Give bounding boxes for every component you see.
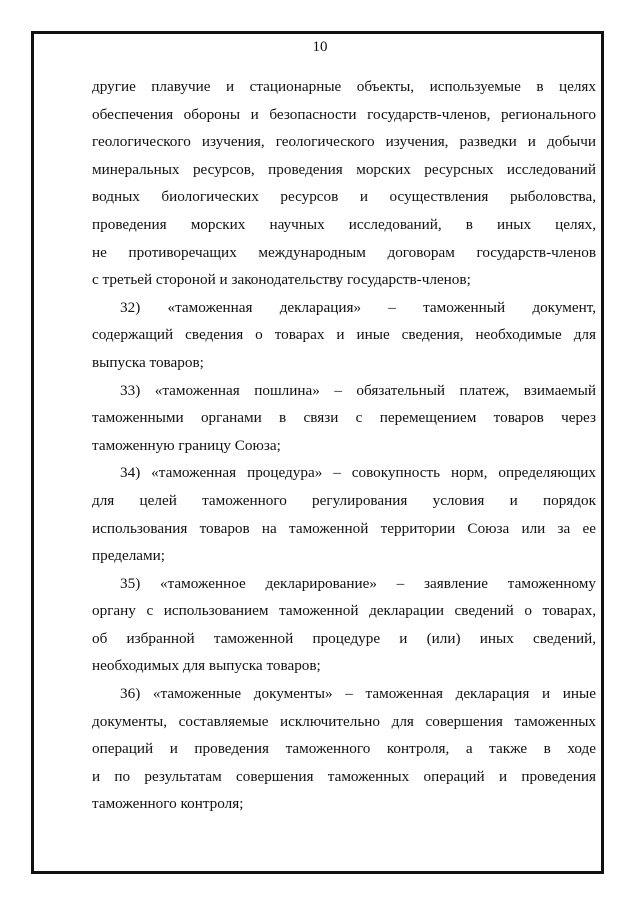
text-line: выпуска товаров;	[92, 353, 204, 371]
paragraph-item-32	[92, 294, 596, 377]
text-line: использования товаров на таможенной территории Союза или за ее	[92, 519, 596, 537]
text-line: геологического изучения, геологического изучения, разведки и добычи	[92, 133, 596, 151]
text-line: и по результатам совершения таможенных операций и проведения	[92, 767, 596, 785]
text-line: об избранной таможенной процедуре и (или) иных сведений,	[92, 629, 596, 647]
text-line: для целей таможенного регулирования условия и порядок	[92, 491, 596, 509]
text-line: необходимых для выпуска товаров;	[92, 657, 321, 675]
paragraph-item-34	[92, 459, 596, 569]
text-line: с третьей стороной и законодательству государств-членов;	[92, 271, 471, 289]
text-line: 32) «таможенная декларация» – таможенный документ,	[120, 298, 596, 316]
text-line: минеральных ресурсов, проведения морских ресурсных исследований	[92, 160, 596, 178]
text-line: водных биологических ресурсов и осуществления рыболовства,	[92, 188, 596, 206]
text-line: не противоречащих международным договорам государств-членов	[92, 243, 596, 261]
text-line: обеспечения обороны и безопасности государств-членов, регионального	[92, 105, 596, 123]
text-line: пределами;	[92, 547, 166, 565]
text-line: 36) «таможенные документы» – таможенная декларация и иные	[120, 685, 596, 703]
text-line: 35) «таможенное декларирование» – заявление таможенному	[120, 574, 596, 592]
paragraph-item-36	[92, 680, 596, 818]
text-line: таможенными органами в связи с перемещением товаров через	[92, 409, 596, 427]
text-line: операций и проведения таможенного контроля, а также в ходе	[92, 740, 596, 758]
text-line: проведения морских научных исследований, в иных целях,	[92, 215, 596, 233]
text-line: 34) «таможенная процедура» – совокупность норм, определяющих	[120, 464, 596, 482]
text-line: таможенную границу Союза;	[92, 436, 281, 454]
document-body	[92, 73, 596, 818]
text-line: таможенного контроля;	[92, 795, 244, 813]
text-line: документы, составляемые исключительно для совершения таможенных	[92, 712, 596, 730]
paragraph-continuation	[92, 73, 596, 294]
text-line: 33) «таможенная пошлина» – обязательный платеж, взимаемый	[120, 381, 596, 399]
paragraph-item-35	[92, 570, 596, 680]
paragraph-item-33	[92, 377, 596, 460]
page-number: 10	[312, 39, 328, 55]
text-line: содержащий сведения о товарах и иные сведения, необходимые для	[92, 326, 596, 344]
text-line: органу с использованием таможенной декларации сведений о товарах,	[92, 602, 596, 620]
text-line: другие плавучие и стационарные объекты, используемые в целях	[92, 78, 596, 95]
